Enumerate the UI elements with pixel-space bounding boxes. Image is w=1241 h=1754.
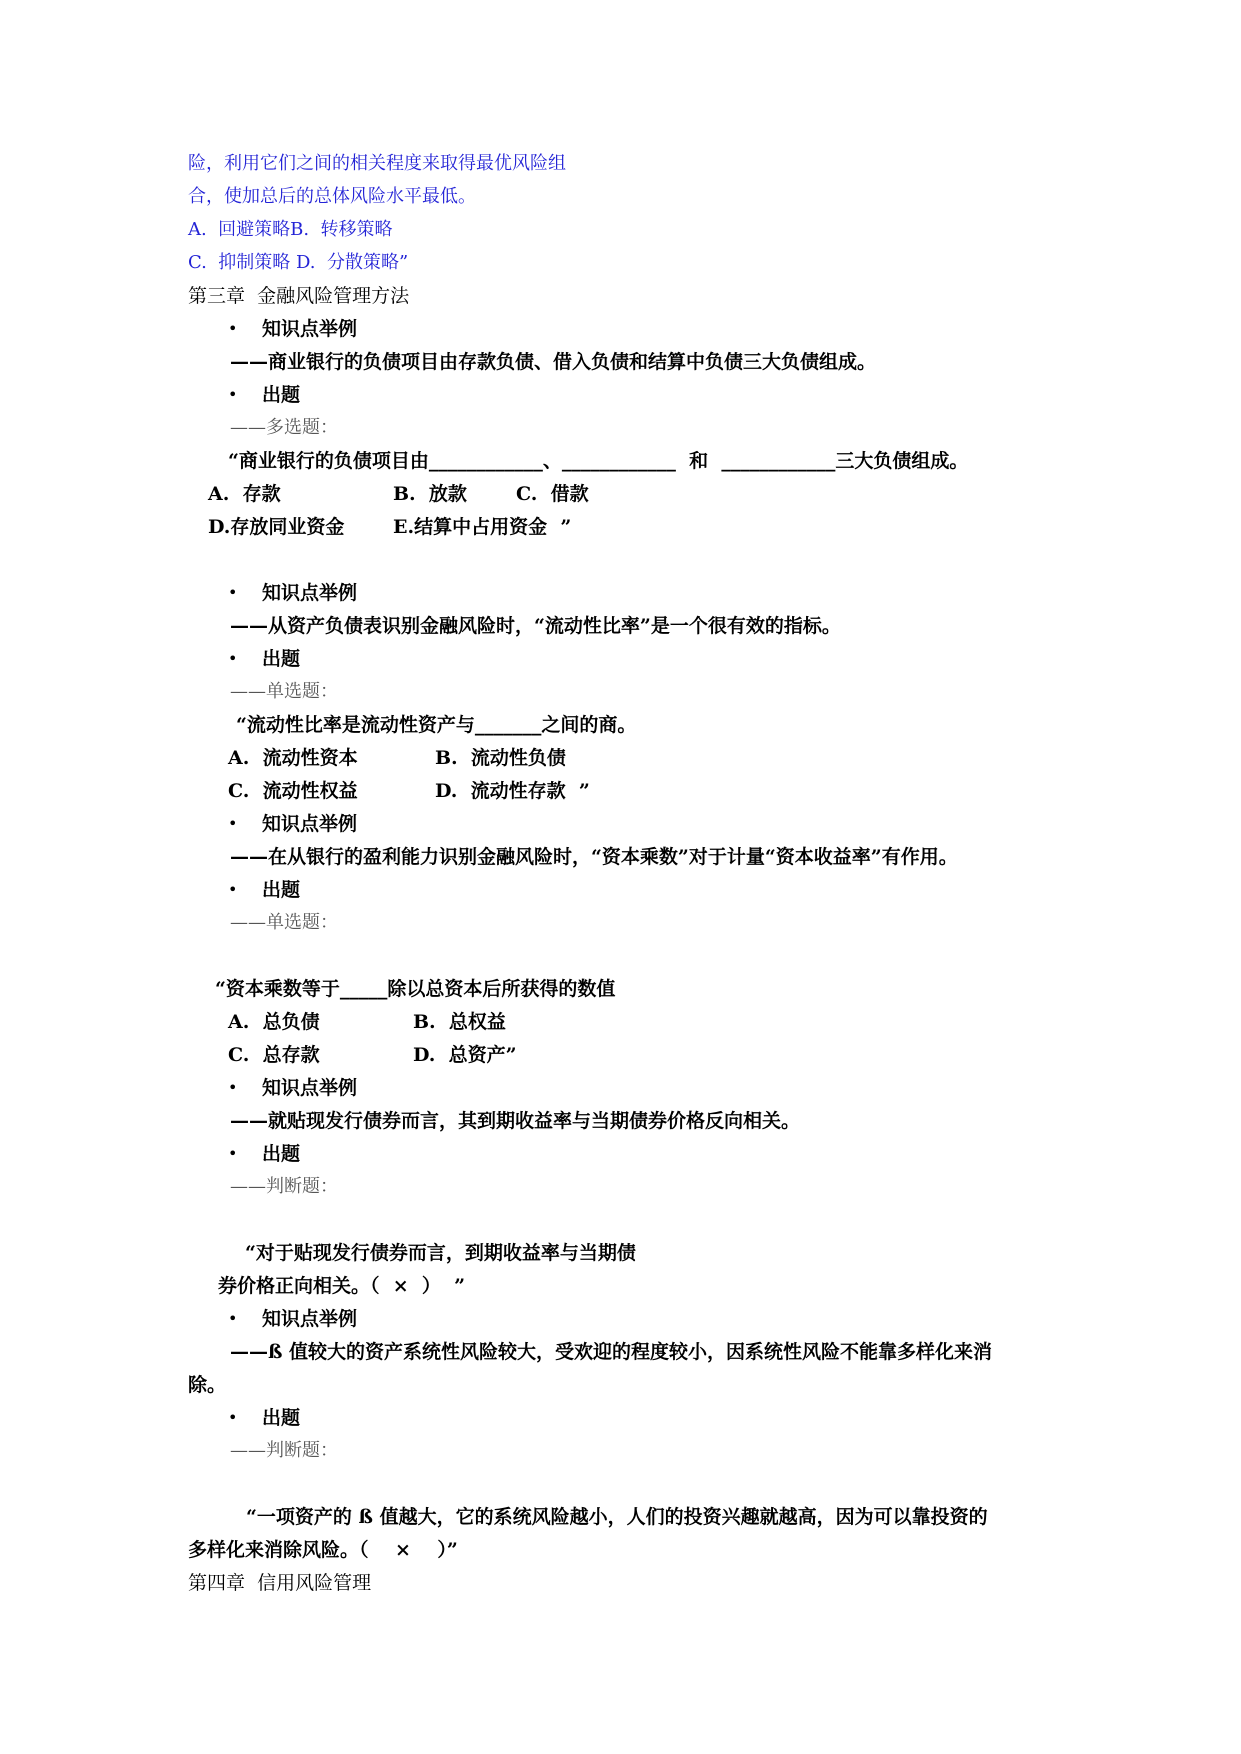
chapter-3-heading: 第三章 金融风险管理方法 [188,285,410,307]
section-1-option-b: B. 放款 [393,483,467,505]
bullet-icon: • [228,814,238,833]
section-3-option-a: A. 总负债 [228,1011,320,1033]
section-1-question-type: ——多选题： [230,417,338,438]
section-3-option-b: B. 总权益 [413,1011,506,1033]
section-1-option-c: C. 借款 [516,483,589,505]
section-3-option-d: D. 总资产” [413,1044,517,1066]
section-4-question-line-2: 券价格正向相关。（ × ） ” [218,1275,466,1297]
bullet-icon: • [228,385,238,404]
section-2-option-a: A. 流动性资本 [228,747,358,769]
bullet-icon: • [228,1078,238,1097]
section-1-option-e: E.结算中占用资金 ” [393,516,572,538]
section-5-example-line-2: 除。 [188,1374,227,1396]
section-4-question-label: 出题 [262,1143,301,1165]
section-4-example-label: 知识点举例 [262,1077,358,1099]
bullet-icon: • [228,880,238,899]
bullet-icon: • [228,583,238,602]
section-4-question-line-1: “对于贴现发行债券而言，到期收益率与当期债 [245,1242,636,1264]
bullet-icon: • [228,1309,238,1328]
intro-line-1: 险，利用它们之间的相关程度来取得最优风险组 [188,153,566,174]
section-2-question-type: ——单选题： [230,681,338,702]
section-2-option-c: C. 流动性权益 [228,780,358,802]
intro-line-4: C. 抑制策略 D. 分散策略” [188,252,409,273]
section-2-question-label: 出题 [262,648,301,670]
intro-line-2: 合，使加总后的总体风险水平最低。 [188,186,476,207]
section-5-example-label: 知识点举例 [262,1308,358,1330]
section-1-option-d: D.存放同业资金 [208,516,345,538]
section-2-question: “流动性比率是流动性资产与_______之间的商。 [236,714,637,736]
section-4-question-type: ——判断题： [230,1176,338,1197]
section-5-question-line-1: “一项资产的 ß 值越大，它的系统风险越小，人们的投资兴趣就越高，因为可以靠投资的 [246,1506,988,1528]
bullet-icon: • [228,319,238,338]
section-1-example: ——商业银行的负债项目由存款负债、借入负债和结算中负债三大负债组成。 [230,351,877,373]
section-5-question-label: 出题 [262,1407,301,1429]
section-3-example: ——在从银行的盈利能力识别金融风险时，“资本乘数”对于计量“资本收益率”有作用。 [230,846,958,868]
section-3-option-c: C. 总存款 [228,1044,320,1066]
section-2-option-b: B. 流动性负债 [435,747,566,769]
section-2-example: ——从资产负债表识别金融风险时，“流动性比率”是一个很有效的指标。 [230,615,841,637]
section-3-question-label: 出题 [262,879,301,901]
bullet-icon: • [228,1144,238,1163]
section-1-question-label: 出题 [262,384,301,406]
intro-line-3: A. 回避策略B. 转移策略 [188,219,393,240]
section-5-example-line-1: ——ß 值较大的资产系统性风险较大，受欢迎的程度较小，因系统性风险不能靠多样化来消 [230,1341,993,1363]
bullet-icon: • [228,649,238,668]
section-5-question-line-2: 多样化来消除风险。（ × ）” [188,1539,458,1561]
section-3-question: “资本乘数等于_____除以总资本后所获得的数值 [215,978,616,1000]
section-2-option-d: D. 流动性存款 ” [435,780,590,802]
section-1-example-label: 知识点举例 [262,318,358,340]
section-3-question-type: ——单选题： [230,912,338,933]
section-1-option-a: A. 存款 [208,483,281,505]
section-5-question-type: ——判断题： [230,1440,338,1461]
section-4-example: ——就贴现发行债券而言，其到期收益率与当期债券价格反向相关。 [230,1110,801,1132]
section-1-question: “商业银行的负债项目由____________、____________ 和 ____________三大负债组成。 [228,450,969,472]
chapter-4-heading: 第四章 信用风险管理 [188,1572,372,1594]
section-3-example-label: 知识点举例 [262,813,358,835]
section-2-example-label: 知识点举例 [262,582,358,604]
bullet-icon: • [228,1408,238,1427]
